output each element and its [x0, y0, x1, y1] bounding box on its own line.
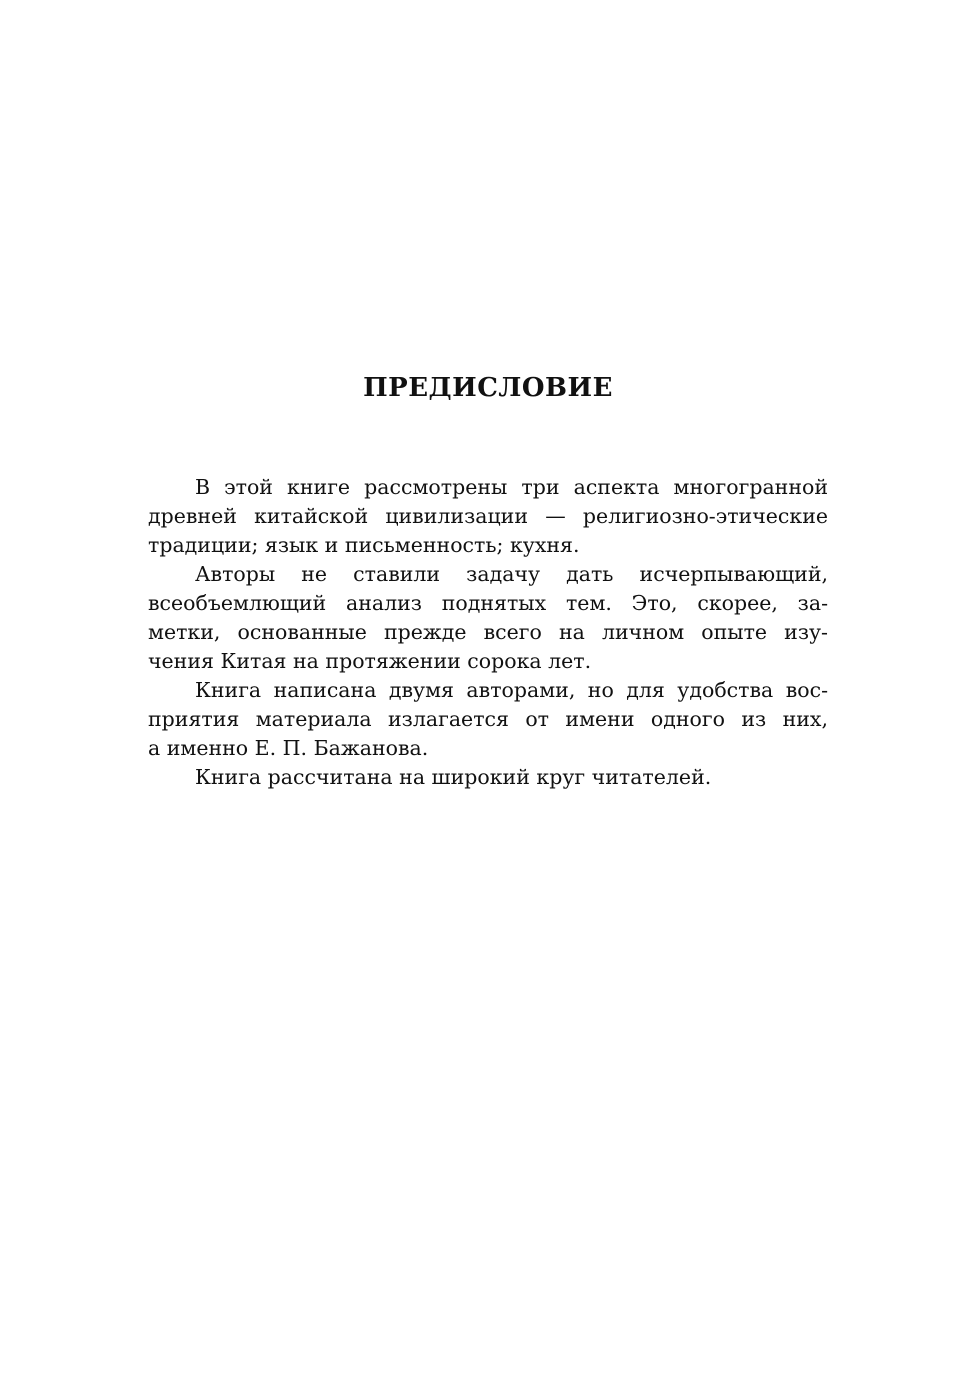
text-line: чения Китая на протяжении сорока лет. — [148, 649, 592, 673]
text-line: приятия материала излагается от имени одного из них, — [148, 707, 828, 731]
text-line: В этой книге рассмотрены три аспекта многогранной — [195, 475, 828, 499]
text-line: Книга рассчитана на широкий круг читателей. — [195, 765, 712, 789]
text-line: метки, основанные прежде всего на личном опыте изу- — [148, 620, 828, 644]
text-line: Книга написана двумя авторами, но для удобства вос- — [195, 678, 828, 702]
preface-text — [148, 473, 828, 792]
text-line: Авторы не ставили задачу дать исчерпывающий, — [195, 562, 828, 586]
text-line: традиции; язык и письменность; кухня. — [148, 533, 580, 557]
text-line: всеобъемлющий анализ поднятых тем. Это, скорее, за- — [148, 591, 828, 615]
page-title: ПРЕДИСЛОВИЕ — [363, 373, 613, 403]
text-line: древней китайской цивилизации — религиозно-этические — [148, 504, 828, 528]
text-line: а именно Е. П. Бажанова. — [148, 736, 429, 760]
